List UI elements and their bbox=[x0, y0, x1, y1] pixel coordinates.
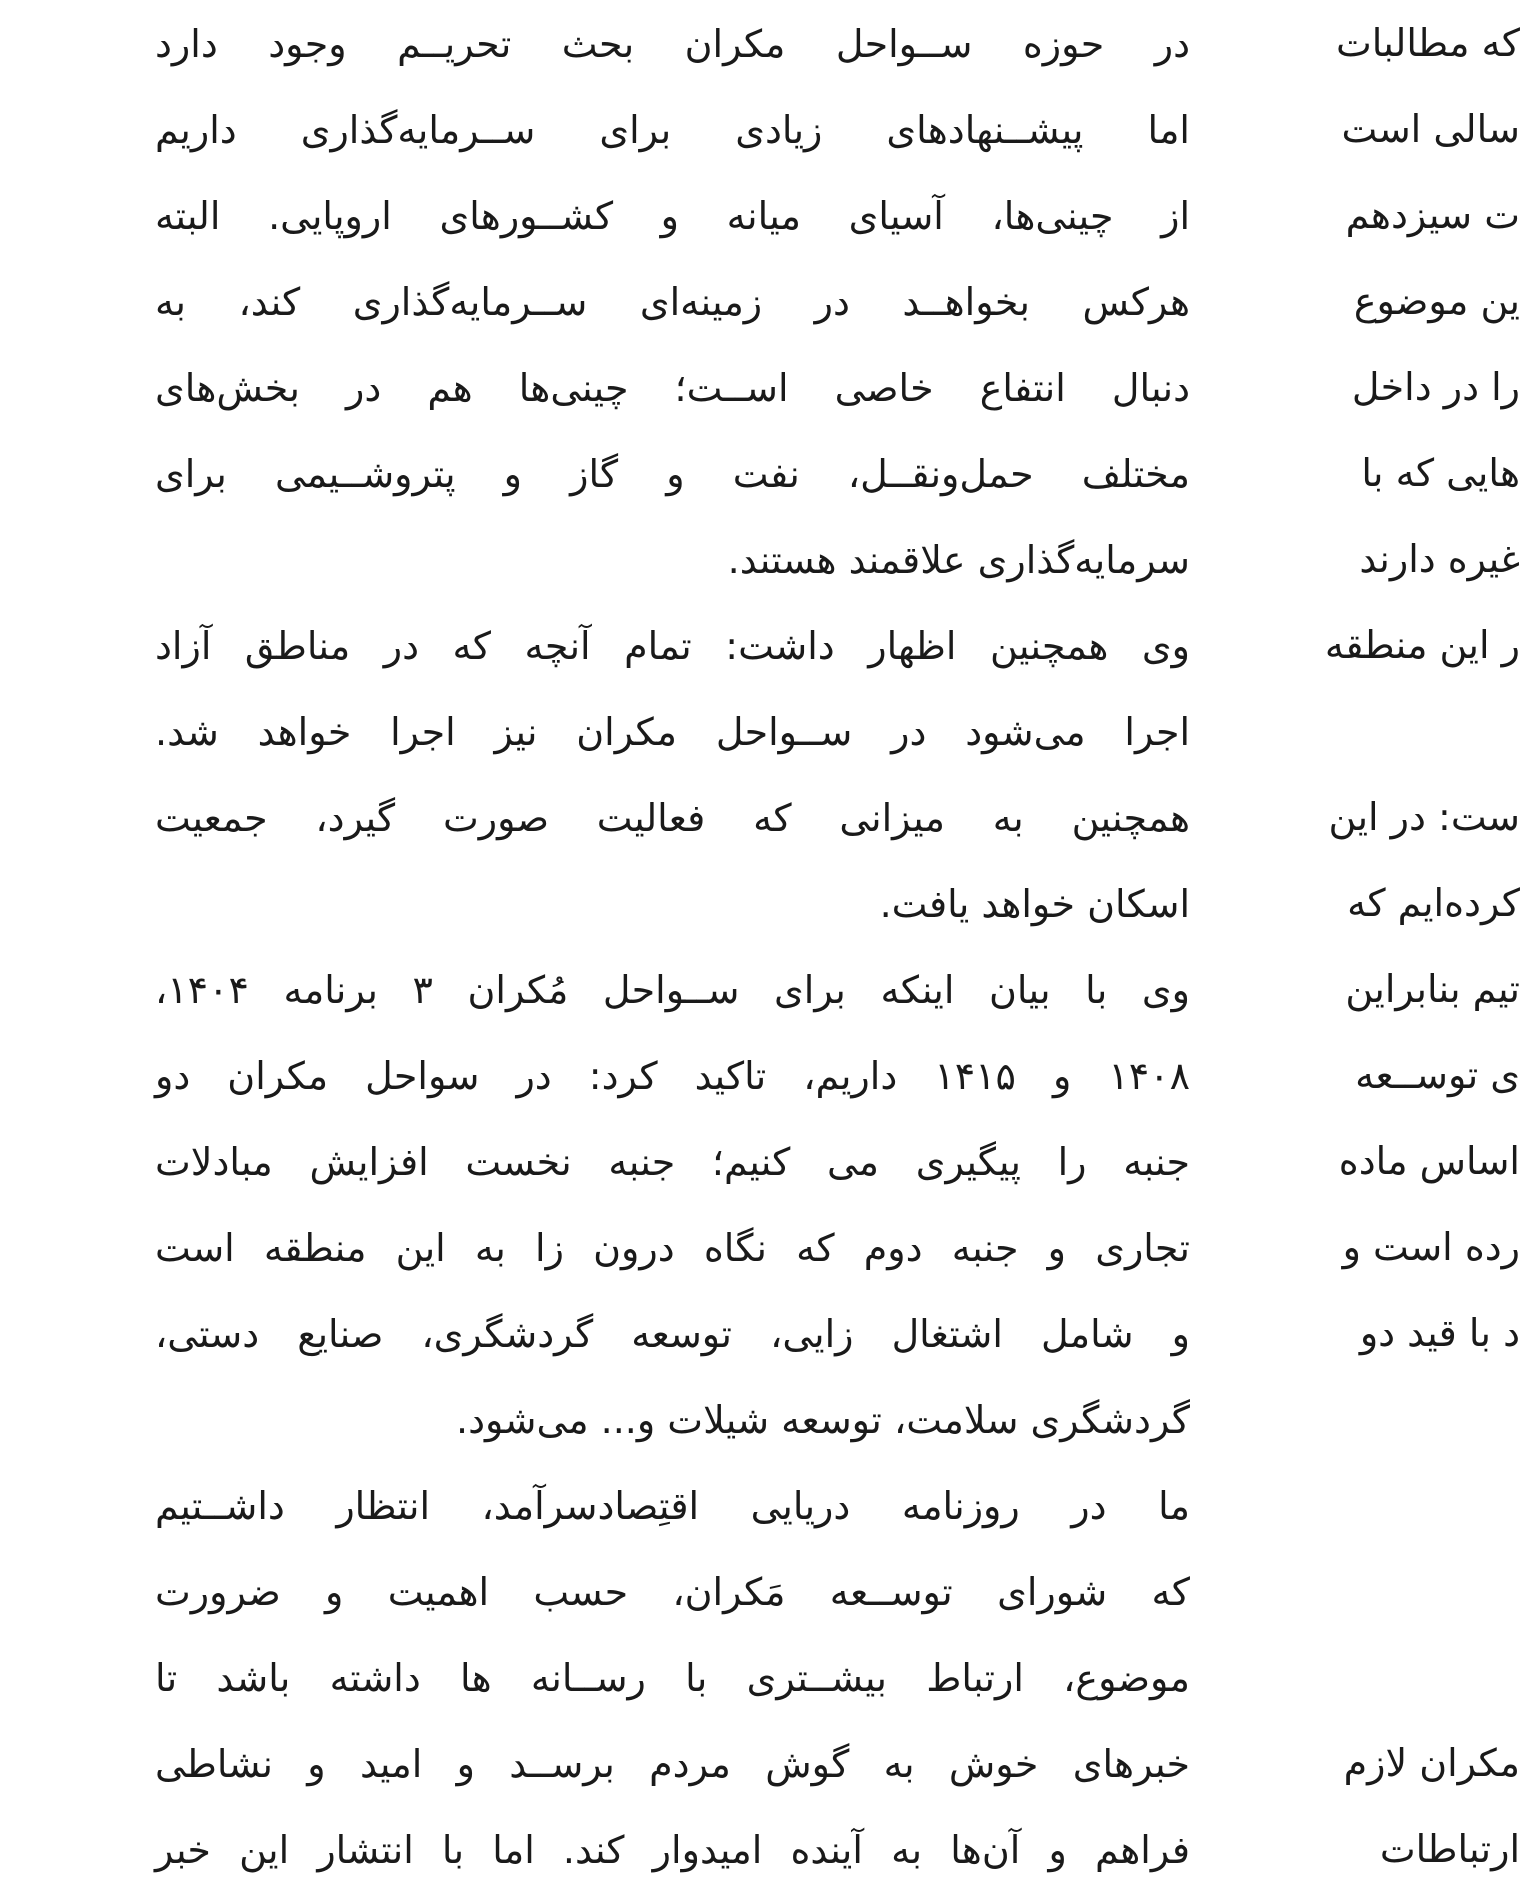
article-line-11: اسکان خواهد یافت. bbox=[879, 882, 1190, 926]
article-line-6: مختلف حمل‌ونقــل، نفت و گاز و پتروشــیمی برای bbox=[155, 452, 1190, 496]
article-line-13: ۱۴۰۸ و ۱۴۱۵ داریم، تاکید کرد: در سواحل مکران دو bbox=[155, 1054, 1190, 1098]
side-line-4: ین موضوع bbox=[1353, 279, 1520, 323]
side-article-column bbox=[1290, 0, 1520, 1892]
side-line-2: سالی است bbox=[1341, 107, 1520, 151]
side-line-10: ست: در این bbox=[1328, 795, 1520, 839]
article-line-21: خبرهای خوش به گوش مردم برســد و امید و نشاطی bbox=[155, 1742, 1190, 1786]
side-line-11: کرده‌ایم که bbox=[1347, 881, 1520, 925]
article-line-17: گردشگری سلامت، توسعه شیلات و... می‌شود. bbox=[456, 1398, 1190, 1442]
side-line-14: اساس ماده bbox=[1338, 1139, 1520, 1183]
article-line-16: و شامل اشتغال زایی، توسعه گردشگری، صنایع دستی، bbox=[155, 1312, 1190, 1356]
main-article-column bbox=[155, 0, 1190, 1893]
article-line-14: جنبه را پیگیری می کنیم؛ جنبه نخست افزایش مبادلات bbox=[155, 1140, 1190, 1184]
side-line-5: را در داخل bbox=[1351, 365, 1520, 409]
article-line-4: هرکس بخواهــد در زمینه‌ای ســرمایه‌گذاری کند، به bbox=[155, 280, 1190, 324]
side-line-16: د با قید دو bbox=[1359, 1311, 1520, 1355]
article-line-3: از چینی‌ها، آسیای میانه و کشــورهای اروپایی. البته bbox=[155, 194, 1190, 238]
article-line-10: همچنین به میزانی که فعالیت صورت گیرد، جمعیت bbox=[155, 796, 1190, 840]
side-line-3: ت سیزدهم bbox=[1345, 193, 1520, 237]
side-line-1: که مطالبات bbox=[1335, 21, 1520, 65]
article-line-20: موضوع، ارتباط بیشــتری با رســانه ها داشته باشد تا bbox=[155, 1656, 1190, 1700]
side-line-8: ر این منطقه bbox=[1324, 623, 1520, 667]
article-line-22: فراهم و آن‌ها به آینده امیدوار کند. اما با انتشار این خبر bbox=[155, 1828, 1190, 1872]
article-line-9: اجرا می‌شود در ســواحل مکران نیز اجرا خواهد شد. bbox=[155, 710, 1190, 754]
side-line-6: ‌هایی که با bbox=[1361, 451, 1520, 495]
article-line-12: وی با بیان اینکه برای ســواحل مُکران ۳ برنامه ۱۴۰۴، bbox=[155, 968, 1190, 1012]
article-line-1: در حوزه ســواحل مکران بحث تحریــم وجود دارد bbox=[155, 22, 1190, 66]
side-line-7: غیره دارند bbox=[1359, 537, 1520, 581]
article-line-2: اما پیشــنهادهای زیادی برای ســرمایه‌گذاری داریم bbox=[155, 108, 1190, 152]
side-line-22: ارتباطات bbox=[1379, 1827, 1520, 1871]
side-line-21: مکران لازم bbox=[1343, 1741, 1520, 1785]
side-line-15: رده است و bbox=[1342, 1225, 1520, 1269]
article-line-5: دنبال انتفاع خاصی اســت؛ چینی‌ها هم در بخش‌های bbox=[155, 366, 1190, 410]
article-line-7: سرمایه‌گذاری علاقمند هستند. bbox=[727, 538, 1190, 582]
side-line-13: ی توســعه bbox=[1355, 1053, 1520, 1097]
side-line-12: تیم بنابراین bbox=[1345, 967, 1520, 1011]
article-line-18: ما در روزنامه دریایی اقتِصادسرآمد، انتظار داشــتیم bbox=[155, 1484, 1190, 1528]
article-line-19: که شورای توســعه مَکران، حسب اهمیت و ضرورت bbox=[155, 1570, 1190, 1614]
article-line-15: تجاری و جنبه دوم که نگاه درون زا به این منطقه است bbox=[155, 1226, 1190, 1270]
article-line-8: وی همچنین اظهار داشت: تمام آنچه که در مناطق آزاد bbox=[155, 624, 1190, 668]
